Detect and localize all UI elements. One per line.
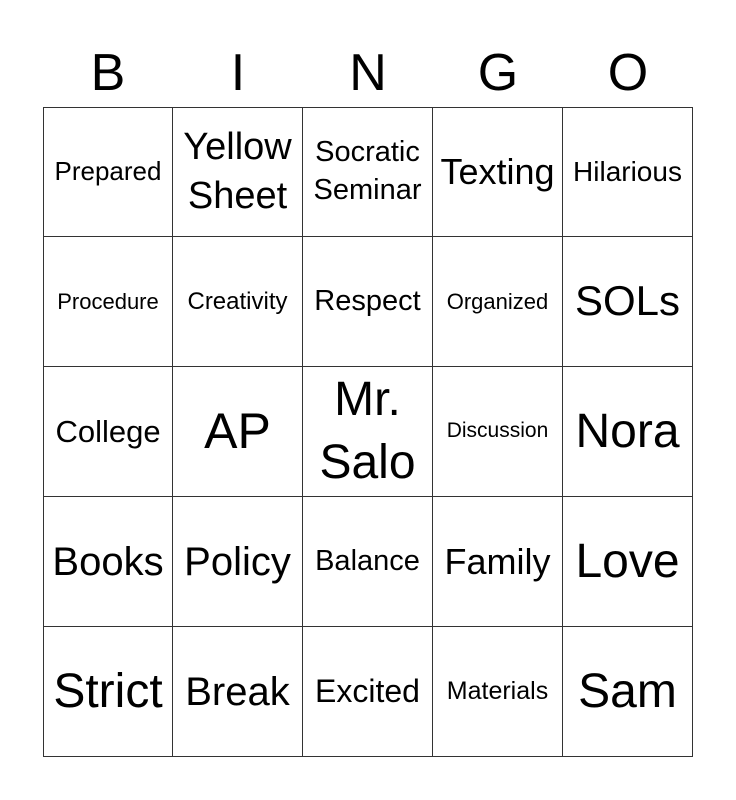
cell-label: Respect [314,284,421,317]
header-letter-i: I [230,44,246,102]
cell-label: Hilarious [573,155,682,187]
bingo-cell[interactable] [173,497,303,627]
bingo-cell[interactable] [43,627,173,757]
bingo-cell[interactable] [173,107,303,237]
bingo-cell[interactable] [303,237,433,367]
cell-label: Yellow Sheet [183,125,292,217]
header-letter-b: B [90,44,126,102]
bingo-cell[interactable] [433,367,563,497]
bingo-cell[interactable] [433,497,563,627]
bingo-cell[interactable] [303,367,433,497]
header-letter-g: G [477,44,519,102]
bingo-header [43,40,693,106]
cell-label: Books [52,539,164,584]
bingo-cell[interactable] [563,627,693,757]
header-letter-o: O [607,44,649,102]
bingo-cell[interactable] [303,107,433,237]
bingo-cell[interactable] [563,237,693,367]
cell-label: Organized [446,288,549,314]
bingo-cell[interactable] [43,367,173,497]
cell-label: Materials [446,677,549,706]
cell-label: Nora [575,404,680,458]
cell-label: College [55,413,161,449]
cell-label: Family [444,540,551,582]
bingo-cell[interactable] [433,627,563,757]
cell-label: Sam [578,664,677,718]
bingo-cell[interactable] [43,107,173,237]
cell-label: Creativity [187,287,288,315]
bingo-cell[interactable] [173,627,303,757]
cell-label: Policy [184,539,291,584]
bingo-cell[interactable] [563,107,693,237]
bingo-cell[interactable] [563,367,693,497]
cell-label: Excited [315,673,420,710]
bingo-cell[interactable] [43,237,173,367]
cell-label: Discussion [446,419,549,443]
cell-label: AP [204,402,271,459]
cell-label: Break [185,669,290,714]
header-letter-n: N [349,44,387,102]
bingo-cell[interactable] [173,237,303,367]
bingo-cell[interactable] [303,627,433,757]
bingo-cell[interactable] [563,497,693,627]
bingo-board [43,107,693,757]
cell-label: Texting [440,151,555,193]
bingo-cell[interactable] [433,107,563,237]
cell-label: SOLs [574,277,681,325]
cell-label: Strict [53,664,163,718]
cell-label: Love [575,534,680,588]
bingo-cell[interactable] [43,497,173,627]
cell-label: Mr. Salo [319,373,416,489]
cell-label: Prepared [54,156,162,187]
bingo-cell[interactable] [303,497,433,627]
bingo-cell[interactable] [173,367,303,497]
cell-label: Socratic Seminar [313,136,422,206]
bingo-cell[interactable] [433,237,563,367]
cell-label: Balance [315,544,420,577]
cell-label: Procedure [57,288,159,314]
